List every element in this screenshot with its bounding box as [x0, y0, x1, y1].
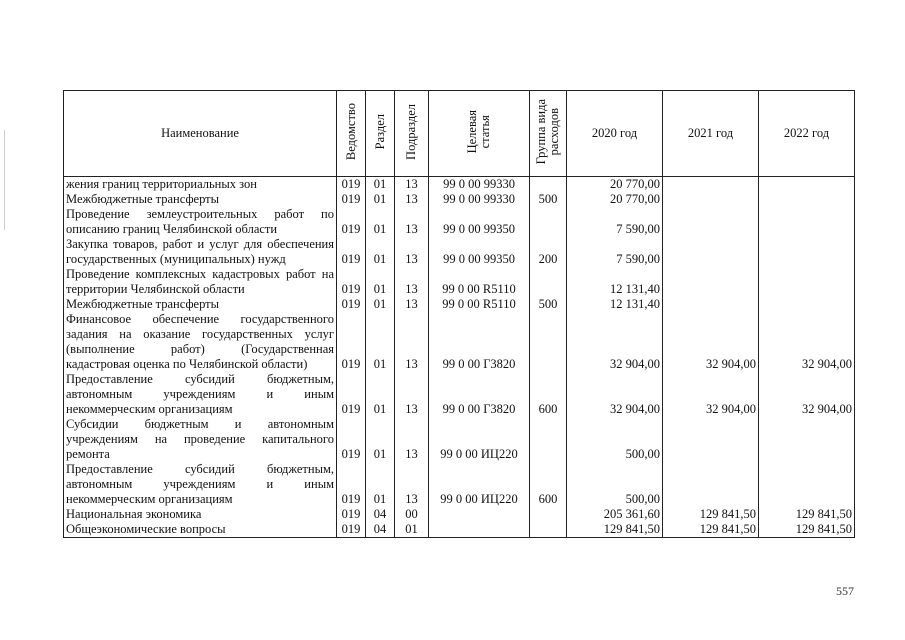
page-edge-line: [4, 130, 5, 230]
row-razdel: 01: [366, 177, 395, 193]
row-name: Субсидии бюджетным и автономным учреждениям на проведение капитального ремонта: [64, 417, 337, 462]
row-razdel: 01: [366, 462, 395, 507]
header-razdel: Раздел: [366, 91, 395, 177]
row-amount-2021: 129 841,50: [663, 522, 759, 538]
row-amount-2022: 129 841,50: [759, 522, 855, 538]
row-amount-2021: 129 841,50: [663, 507, 759, 522]
table-row: [64, 237, 855, 267]
row-name: Проведение землеустроительных работ по описанию границ Челябинской области: [64, 207, 337, 237]
row-amount-2021: [663, 237, 759, 267]
row-celevaya-statya: 99 0 00 ИЦ220: [429, 462, 530, 507]
row-razdel: 01: [366, 312, 395, 372]
row-amount-2021: [663, 297, 759, 312]
row-amount-2022: [759, 462, 855, 507]
row-name: Предоставление субсидий бюджетным, автономным учреждениям и иным некоммерческим организациям: [64, 372, 337, 417]
row-name: Финансовое обеспечение государственного задания на оказание государственных услуг (выполнение работ) (Государственная кадастровая оценка по Челябинской области): [64, 312, 337, 372]
row-celevaya-statya: [429, 507, 530, 522]
row-vid-rashodov: [530, 417, 567, 462]
header-podrazdel: Подраздел: [395, 91, 429, 177]
row-podrazdel: 13: [395, 297, 429, 312]
row-vid-rashodov: [530, 312, 567, 372]
row-name: Общеэкономические вопросы: [64, 522, 337, 538]
row-podrazdel: 13: [395, 237, 429, 267]
row-name: Межбюджетные трансферты: [64, 192, 337, 207]
row-name: Проведение комплексных кадастровых работ на территории Челябинской области: [64, 267, 337, 297]
row-razdel: 01: [366, 417, 395, 462]
row-amount-2022: 129 841,50: [759, 507, 855, 522]
row-vid-rashodov: 600: [530, 372, 567, 417]
row-razdel: 04: [366, 522, 395, 538]
row-amount-2020: 7 590,00: [567, 207, 663, 237]
row-podrazdel: 13: [395, 207, 429, 237]
row-vid-rashodov: [530, 267, 567, 297]
table-row: [64, 507, 855, 522]
row-vid-rashodov: [530, 507, 567, 522]
row-celevaya-statya: 99 0 00 99330: [429, 177, 530, 193]
row-podrazdel: 13: [395, 267, 429, 297]
table-row: [64, 192, 855, 207]
row-celevaya-statya: 99 0 00 Г3820: [429, 312, 530, 372]
row-name: Национальная экономика: [64, 507, 337, 522]
row-vedomstvo: 019: [337, 507, 366, 522]
row-vid-rashodov: 500: [530, 297, 567, 312]
row-vedomstvo: 019: [337, 417, 366, 462]
row-vedomstvo: 019: [337, 207, 366, 237]
row-razdel: 01: [366, 297, 395, 312]
row-vid-rashodov: 500: [530, 192, 567, 207]
row-razdel: 01: [366, 267, 395, 297]
row-podrazdel: 13: [395, 177, 429, 193]
row-amount-2020: 32 904,00: [567, 372, 663, 417]
row-amount-2020: 129 841,50: [567, 522, 663, 538]
row-amount-2022: 32 904,00: [759, 312, 855, 372]
header-name: Наименование: [64, 91, 337, 177]
row-amount-2021: [663, 192, 759, 207]
row-vedomstvo: 019: [337, 267, 366, 297]
header-2022: 2022 год: [759, 91, 855, 177]
row-vid-rashodov: 200: [530, 237, 567, 267]
row-podrazdel: 13: [395, 417, 429, 462]
row-celevaya-statya: 99 0 00 99330: [429, 192, 530, 207]
row-razdel: 04: [366, 507, 395, 522]
row-amount-2022: 32 904,00: [759, 372, 855, 417]
row-amount-2020: 500,00: [567, 417, 663, 462]
row-amount-2022: [759, 177, 855, 193]
row-amount-2021: [663, 267, 759, 297]
row-celevaya-statya: 99 0 00 99350: [429, 207, 530, 237]
header-vedomstvo: Ведомство: [337, 91, 366, 177]
row-amount-2022: [759, 237, 855, 267]
table-row: [64, 417, 855, 462]
row-amount-2021: 32 904,00: [663, 372, 759, 417]
row-vedomstvo: 019: [337, 462, 366, 507]
row-vid-rashodov: [530, 207, 567, 237]
page-number: 557: [836, 584, 854, 598]
row-vedomstvo: 019: [337, 192, 366, 207]
row-amount-2022: [759, 297, 855, 312]
header-2021: 2021 год: [663, 91, 759, 177]
header-gruppa-vida-rashodov: Группа вида расходов: [530, 91, 567, 177]
row-amount-2021: [663, 207, 759, 237]
row-podrazdel: 13: [395, 192, 429, 207]
table-body: [64, 177, 855, 538]
row-razdel: 01: [366, 207, 395, 237]
row-razdel: 01: [366, 372, 395, 417]
table-row: [64, 207, 855, 237]
budget-table: [63, 90, 855, 538]
table-row: [64, 372, 855, 417]
table-row: [64, 462, 855, 507]
row-amount-2020: 20 770,00: [567, 177, 663, 193]
row-podrazdel: 01: [395, 522, 429, 538]
row-celevaya-statya: [429, 522, 530, 538]
row-name: Предоставление субсидий бюджетным, автономным учреждениям и иным некоммерческим организациям: [64, 462, 337, 507]
row-razdel: 01: [366, 192, 395, 207]
row-vedomstvo: 019: [337, 372, 366, 417]
row-name: Межбюджетные трансферты: [64, 297, 337, 312]
row-amount-2022: [759, 267, 855, 297]
table-row: [64, 177, 855, 193]
row-vedomstvo: 019: [337, 177, 366, 193]
row-amount-2020: 205 361,60: [567, 507, 663, 522]
header-celevaya-statya: Целевая статья: [429, 91, 530, 177]
row-amount-2022: [759, 207, 855, 237]
table-row: [64, 267, 855, 297]
table-row: [64, 297, 855, 312]
row-amount-2020: 32 904,00: [567, 312, 663, 372]
row-amount-2021: [663, 462, 759, 507]
table-row: [64, 312, 855, 372]
row-podrazdel: 13: [395, 372, 429, 417]
row-celevaya-statya: 99 0 00 99350: [429, 237, 530, 267]
row-amount-2021: [663, 177, 759, 193]
row-vid-rashodov: [530, 522, 567, 538]
row-amount-2020: 500,00: [567, 462, 663, 507]
table-header: [64, 91, 855, 177]
row-amount-2020: 7 590,00: [567, 237, 663, 267]
row-amount-2020: 12 131,40: [567, 267, 663, 297]
row-vid-rashodov: 600: [530, 462, 567, 507]
row-name: Закупка товаров, работ и услуг для обеспечения государственных (муниципальных) нужд: [64, 237, 337, 267]
row-podrazdel: 00: [395, 507, 429, 522]
row-vedomstvo: 019: [337, 237, 366, 267]
row-amount-2022: [759, 192, 855, 207]
row-amount-2022: [759, 417, 855, 462]
row-celevaya-statya: 99 0 00 Г3820: [429, 372, 530, 417]
row-vedomstvo: 019: [337, 522, 366, 538]
row-celevaya-statya: 99 0 00 R5110: [429, 297, 530, 312]
row-vedomstvo: 019: [337, 297, 366, 312]
row-podrazdel: 13: [395, 462, 429, 507]
table-row: [64, 522, 855, 538]
row-celevaya-statya: 99 0 00 ИЦ220: [429, 417, 530, 462]
row-podrazdel: 13: [395, 312, 429, 372]
header-2020: 2020 год: [567, 91, 663, 177]
row-amount-2021: [663, 417, 759, 462]
row-celevaya-statya: 99 0 00 R5110: [429, 267, 530, 297]
row-vid-rashodov: [530, 177, 567, 193]
row-amount-2021: 32 904,00: [663, 312, 759, 372]
row-amount-2020: 20 770,00: [567, 192, 663, 207]
row-vedomstvo: 019: [337, 312, 366, 372]
row-razdel: 01: [366, 237, 395, 267]
row-name: жения границ территориальных зон: [64, 177, 337, 193]
row-amount-2020: 12 131,40: [567, 297, 663, 312]
